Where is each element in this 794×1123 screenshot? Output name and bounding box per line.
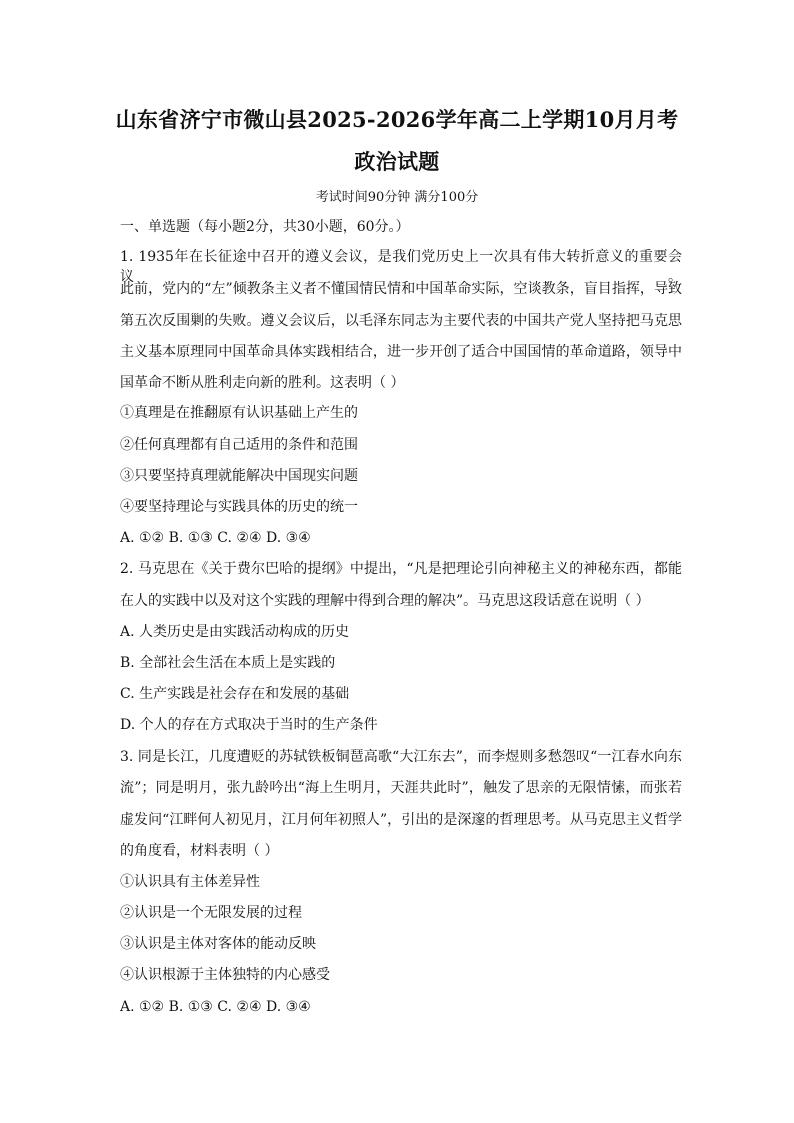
- statement-item: ①认识具有主体差异性: [120, 874, 260, 890]
- question-stem-line: 第五次反围剿的失败。遵义会议后，以毛泽东同志为主要代表的中国共产党人坚持把马克思: [120, 313, 682, 329]
- question-stem-line: 在人的实践中以及对这个实践的理解中得到合理的解决”。马克思这段话意在说明（ ）: [120, 593, 650, 609]
- statement-item: ④认识根源于主体独特的内心感受: [120, 967, 330, 983]
- answer-options: A. ①② B. ①③ C. ②④ D. ③④: [120, 999, 311, 1015]
- answer-choice: D. 个人的存在方式取决于当时的生产条件: [120, 717, 378, 733]
- exam-info: 考试时间90分钟 满分100分: [315, 190, 479, 205]
- statement-item: ①真理是在推翻原有认识基础上产生的: [120, 405, 358, 421]
- statement-item: ④要坚持理论与实践具体的历史的统一: [120, 499, 358, 515]
- question-stem-line: 此前，党内的“左”倾教条主义者不懂国情民情和中国革命实际，空谈教条，盲目指挥，导致: [120, 281, 682, 297]
- question-stem-line: 1. 1935年在长征途中召开的遵义会议，是我们党历史上一次具有伟大转折意义的重要会议。: [120, 249, 682, 285]
- question-stem-line: 国革命不断从胜利走向新的胜利。这表明（ ）: [120, 375, 405, 391]
- answer-choice: B. 全部社会生活在本质上是实践的: [120, 655, 336, 671]
- statement-item: ②认识是一个无限发展的过程: [120, 905, 302, 921]
- statement-item: ③认识是主体对客体的能动反映: [120, 936, 316, 952]
- statement-item: ③只要坚持真理就能解决中国现实问题: [120, 468, 358, 484]
- question-stem-line: 流”；同是明月，张九龄吟出“海上生明月，天涯共此时”，触发了思亲的无限情愫，而张若: [120, 780, 682, 796]
- exam-subject-title: 政治试题: [354, 149, 440, 174]
- answer-options: A. ①② B. ①③ C. ②④ D. ③④: [120, 530, 311, 546]
- statement-item: ②任何真理都有自己适用的条件和范围: [120, 437, 358, 453]
- question-stem-line: 2. 马克思在《关于费尔巴哈的提纲》中提出，“凡是把理论引向神秘主义的神秘东西，都能: [120, 561, 682, 577]
- question-stem-line: 主义基本原理同中国革命具体实践相结合，进一步开创了适合中国国情的革命道路，领导中: [120, 344, 682, 360]
- answer-choice: A. 人类历史是由实践活动构成的历史: [120, 624, 350, 640]
- answer-choice: C. 生产实践是社会存在和发展的基础: [120, 686, 350, 702]
- question-stem-line: 的角度看，材料表明（ ）: [120, 843, 279, 859]
- question-stem-line: 虚发问“江畔何人初见月，江月何年初照人”，引出的是深邃的哲理思考。从马克思主义哲学: [120, 812, 682, 828]
- section-header: 一、单选题（每小题2分，共30小题，60分。）: [120, 219, 410, 235]
- question-stem-line: 3. 同是长江，几度遭贬的苏轼铁板铜琶高歌“大江东去”，而李煜则多愁怨叹“一江春水向东: [120, 749, 682, 765]
- exam-title: 山东省济宁市微山县2025-2026学年高二上学期10月月考: [115, 107, 679, 132]
